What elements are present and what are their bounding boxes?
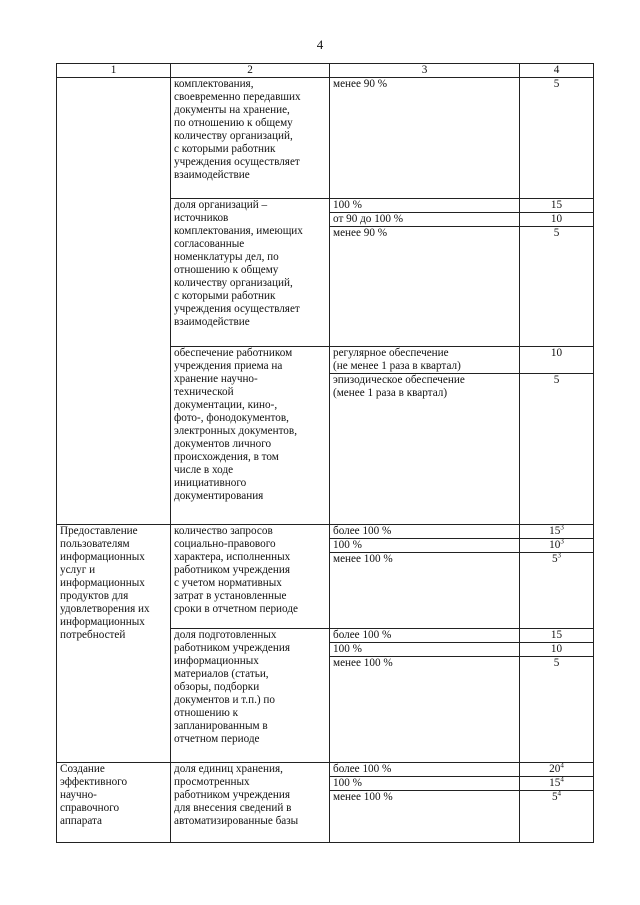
- indicator-cell: обеспечение работником учреждения приема на хранение научно- технической документации, кино-, фото-, фонодокументов, электронных документов, документов личного происхождения, в том числе в ходе инициативного документирования: [171, 347, 330, 525]
- score-cell: [520, 78, 594, 199]
- table-row: [57, 78, 594, 199]
- score-cell: [520, 629, 594, 763]
- criterion-text: менее 90 %: [333, 227, 388, 239]
- score-value: 10: [520, 213, 593, 227]
- column-header-3: 3: [330, 64, 520, 78]
- criterion-text: 100 %: [330, 643, 519, 657]
- criteria-cell: [330, 763, 520, 843]
- indicator-cell: комплектования, своевременно передавших документы на хранение, по отношению к общему количеству организаций, с которыми работник учреждения осуществляет взаимодействие: [171, 78, 330, 199]
- table-row: [57, 525, 594, 629]
- criterion-text: эпизодическое обеспечение (менее 1 раза в квартал): [333, 374, 465, 399]
- score-value: 5: [553, 374, 560, 386]
- activity-cell: Предоставление пользователям информационных услуг и информационных продуктов для удовлетворения их информационных потребностей: [57, 525, 171, 763]
- score-value: $20^4$: [520, 763, 593, 777]
- criterion-text: 100 %: [330, 539, 519, 553]
- score-value: $15^4$: [520, 777, 593, 791]
- column-header-2: 2: [171, 64, 330, 78]
- criteria-cell: [330, 78, 520, 199]
- indicator-cell: количество запросов социально-правового характера, исполненных работником учреждения с учетом нормативных затрат в установленные сроки в отчетном периоде: [171, 525, 330, 629]
- criterion-text: менее 100 %: [333, 791, 393, 803]
- score-value: $10^3$: [520, 539, 593, 553]
- criterion-text: более 100 %: [330, 763, 519, 777]
- score-value: $5^4$: [551, 789, 562, 803]
- score-value: $15^3$: [520, 525, 593, 539]
- score-value: $5^3$: [551, 551, 562, 565]
- activity-cell: Создание эффективного научно- справочного аппарата: [57, 763, 171, 843]
- score-cell: [520, 347, 594, 525]
- criterion-text: более 100 %: [330, 525, 519, 539]
- criteria-cell: [330, 525, 520, 629]
- activity-cell: [57, 78, 171, 525]
- score-value: 5: [553, 657, 560, 669]
- criteria-cell: [330, 629, 520, 763]
- score-value: 15: [520, 629, 593, 643]
- criterion-text: регулярное обеспечение (не менее 1 раза в квартал): [330, 347, 519, 374]
- criteria-cell: [330, 199, 520, 347]
- indicator-cell: доля организаций – источников комплектования, имеющих согласованные номенклатуры дел, по отношению к общему количеству организаций, с которыми работник учреждения осуществляет взаимодействие: [171, 199, 330, 347]
- table-row: [57, 763, 594, 843]
- table-header-row: [57, 64, 594, 78]
- indicator-cell: доля подготовленных работником учреждения информационных материалов (статьи, обзоры, подборки документов и т.п.) по отношению к запланированным в отчетном периоде: [171, 629, 330, 763]
- criterion-text: от 90 до 100 %: [330, 213, 519, 227]
- score-value: 5: [553, 227, 560, 239]
- indicator-cell: доля единиц хранения, просмотренных работником учреждения для внесения сведений в автоматизированные базы: [171, 763, 330, 843]
- score-cell: [520, 763, 594, 843]
- column-header-1: 1: [57, 64, 171, 78]
- criterion-text: более 100 %: [330, 629, 519, 643]
- criterion-text: 100 %: [330, 777, 519, 791]
- criteria-cell: [330, 347, 520, 525]
- score-value: 5: [553, 78, 560, 90]
- criterion-text: 100 %: [330, 199, 519, 213]
- criterion-text: менее 100 %: [333, 657, 393, 669]
- criterion-text: менее 100 %: [333, 553, 393, 565]
- criterion-text: менее 90 %: [333, 78, 388, 90]
- column-header-4: 4: [520, 64, 594, 78]
- score-value: 10: [520, 347, 593, 374]
- evaluation-table: [56, 63, 594, 843]
- score-value: 15: [520, 199, 593, 213]
- score-value: 10: [520, 643, 593, 657]
- score-cell: [520, 525, 594, 629]
- page-number: 4: [316, 37, 324, 52]
- score-cell: [520, 199, 594, 347]
